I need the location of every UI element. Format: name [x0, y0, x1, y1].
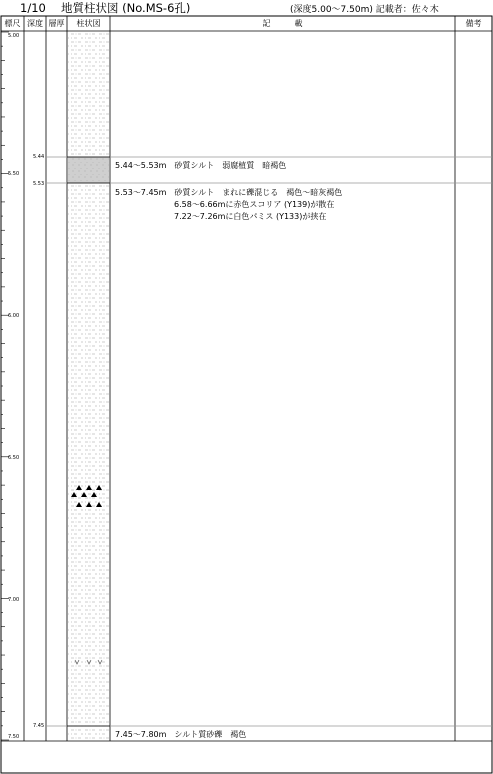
header-description: 記 載: [262, 19, 303, 28]
depth-label: 5.53: [33, 181, 45, 187]
scale-label: 7.00: [8, 597, 20, 603]
scale-label: 5.00: [8, 33, 20, 39]
header-thickness: 層厚: [48, 19, 65, 28]
scale-ticks: [1, 32, 9, 740]
page-subtitle: (深度5.00～7.50m) 記載者：佐々木: [290, 5, 439, 15]
header-column: 柱状図: [76, 19, 101, 28]
column-layer-humic: [68, 157, 109, 183]
column-layer-upper: [68, 32, 109, 157]
scale-label: 6.00: [8, 313, 20, 319]
header-scale: 標尺: [4, 19, 21, 28]
header-remarks: 備考: [465, 19, 482, 28]
column-layer-gravel: [68, 726, 109, 740]
scale-label: 6.50: [8, 455, 20, 461]
page-title: 1/10 地質柱状図 (No.MS-6孔): [20, 1, 191, 15]
column-layer-silty-sand: [68, 183, 109, 726]
scale-label: 7.50: [8, 734, 20, 740]
layer-description-1: 5.44～5.53m 砂質シルト 弱腐植質 暗褐色: [115, 161, 287, 170]
depth-label: 7.45: [33, 723, 45, 729]
header-depth: 深度: [27, 19, 43, 28]
layer-description-2: 5.53～7.45m 砂質シルト まれに礫混じる 褐色～暗灰褐色: [115, 188, 343, 197]
depth-label: 5.44: [33, 154, 45, 160]
layer-description-3: 7.45～7.80m シルト質砂礫 褐色: [115, 730, 247, 739]
scale-label: 5.50: [8, 171, 20, 177]
layer-description-2-note-1: 6.58～6.66mに赤色スコリア (Y139)が散在: [174, 200, 335, 209]
layer-description-2-note-2: 7.22～7.26mに白色パミス (Y133)が挟在: [174, 212, 327, 221]
